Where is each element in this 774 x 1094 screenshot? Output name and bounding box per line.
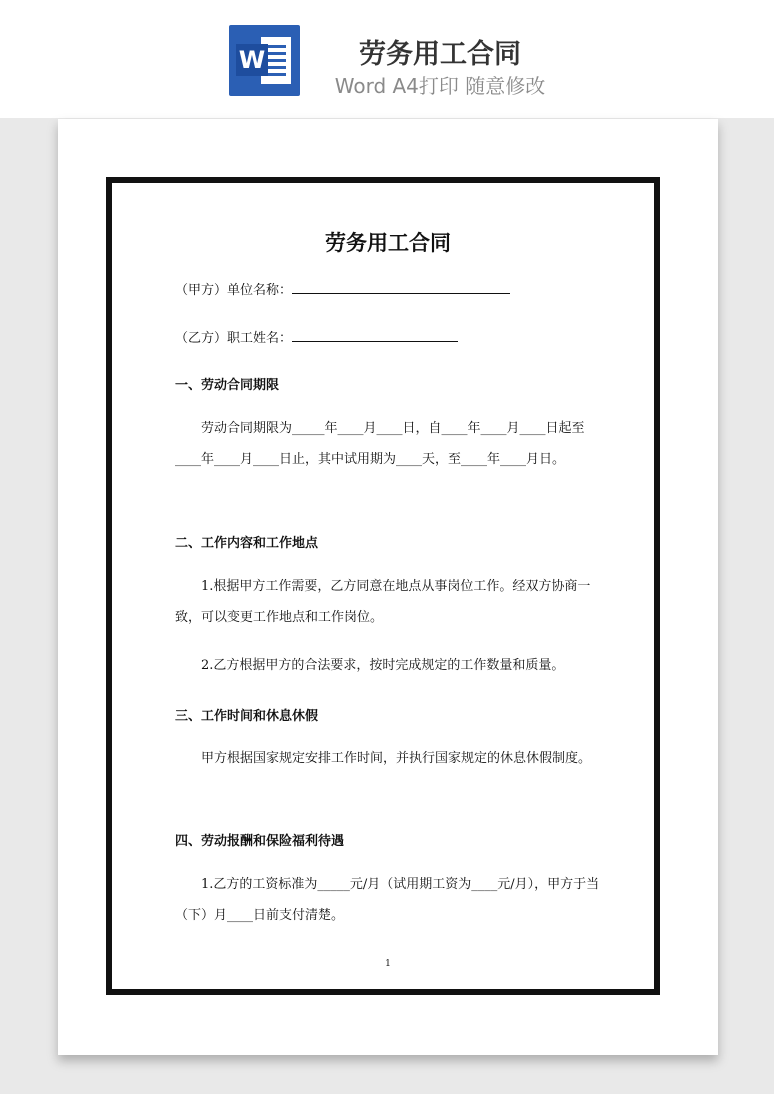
section-1-paragraph: 劳动合同期限为_____年____月____日，自____年____月____日起至____年____月____日止，其中试用期为____天，至____年____月日。 (175, 421, 585, 467)
section-2-heading: 二、工作内容和工作地点 (175, 536, 319, 551)
section-4-paragraph: 1.乙方的工资标准为_____元/月（试用期工资为____元/月），甲方于当（下）月____日前支付清楚。 (175, 877, 600, 923)
section-3-paragraph: 甲方根据国家规定安排工作时间，并执行国家规定的休息休假制度。 (201, 751, 592, 766)
party-b-blank (292, 329, 458, 342)
header-subtitle: Word A4打印 随意修改 (334, 74, 546, 98)
section-2-paragraph-1: 1.根据甲方工作需要，乙方同意在地点从事岗位工作。经双方协商一致，可以变更工作地点和工作岗位。 (175, 579, 591, 625)
word-letter: W (236, 44, 268, 76)
party-b-line (175, 327, 458, 346)
section-1-heading: 一、劳动合同期限 (175, 378, 280, 393)
party-a-line (175, 279, 510, 298)
header-title: 劳务用工合同 (359, 39, 521, 70)
word-logo-icon (229, 25, 300, 96)
section-4-heading: 四、劳动报酬和保险福利待遇 (175, 834, 345, 849)
section-2-paragraph-2: 2.乙方根据甲方的合法要求，按时完成规定的工作数量和质量。 (201, 658, 565, 673)
section-3-heading: 三、工作时间和休息休假 (175, 709, 319, 724)
document-page (58, 119, 718, 1055)
header-banner (0, 0, 774, 118)
party-a-blank (292, 281, 510, 294)
party-b-label: （乙方）职工姓名： (175, 331, 293, 346)
party-a-label: （甲方）单位名称： (175, 283, 293, 298)
document-content (58, 119, 718, 1055)
page-number: 1 (385, 959, 391, 969)
document-title: 劳务用工合同 (325, 230, 451, 255)
